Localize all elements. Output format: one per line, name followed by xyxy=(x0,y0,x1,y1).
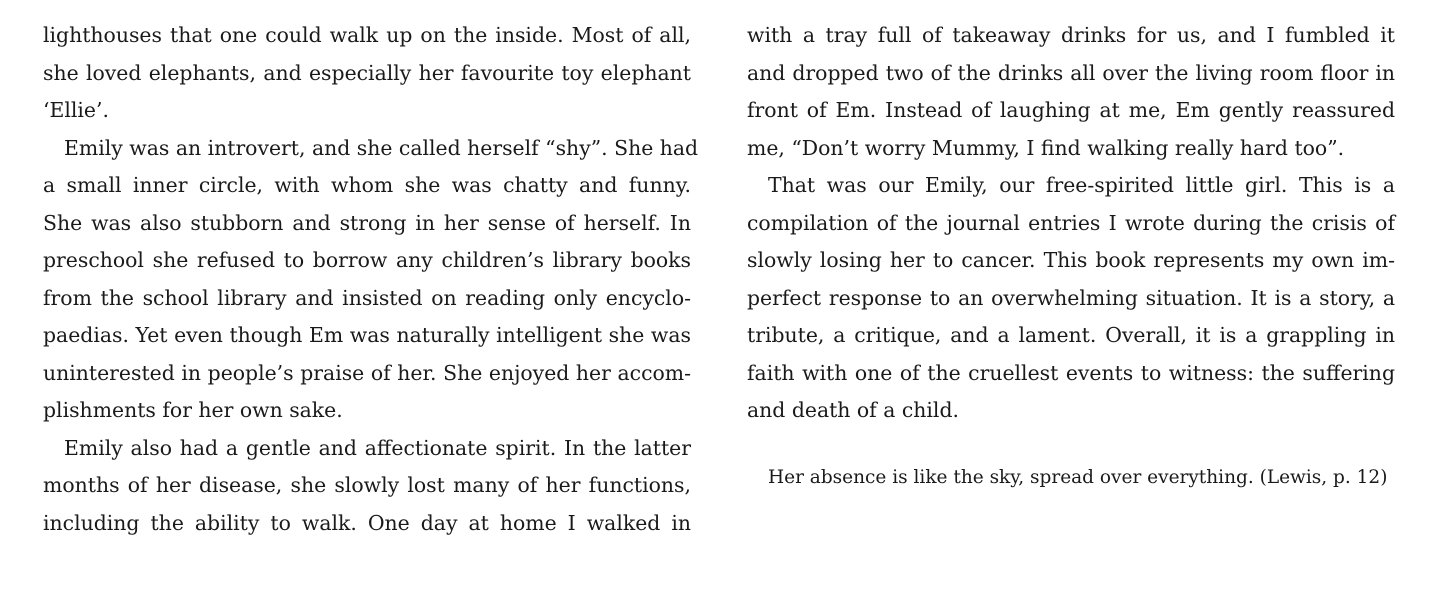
right-text-column xyxy=(747,17,1395,430)
text-line: plishments for her own sake. xyxy=(43,398,343,422)
text-line: with a tray full of takeaway drinks for us, and I fumbled it xyxy=(747,23,1395,47)
text-line: That was our Emily, our free-spirited little girl. This is a xyxy=(768,173,1395,197)
text-line: uninterested in people’s praise of her. She enjoyed her accom- xyxy=(43,360,691,385)
text-line: Emily was an introvert, and she called herself “shy”. She had xyxy=(64,135,699,160)
text-line: front of Em. Instead of laughing at me, Em gently reassured xyxy=(747,98,1395,122)
text-line: She was also stubborn and strong in her sense of herself. In xyxy=(43,210,691,235)
text-line: tribute, a critique, and a lament. Overall, it is a grappling in xyxy=(747,323,1395,347)
text-line: including the ability to walk. One day at home I walked in xyxy=(43,510,691,535)
text-line: and death of a child. xyxy=(747,398,959,422)
text-line: paedias. Yet even though Em was naturally intelligent she was xyxy=(43,323,691,347)
text-line: from the school library and insisted on reading only encyclo- xyxy=(43,285,691,310)
text-line: slowly losing her to cancer. This book represents my own im- xyxy=(747,248,1395,272)
text-line: and dropped two of the drinks all over the living room floor in xyxy=(747,60,1395,85)
text-line: Emily also had a gentle and affectionate spirit. In the latter xyxy=(64,435,691,460)
text-line: she loved elephants, and especially her favourite toy elephant xyxy=(43,60,691,85)
text-line: lighthouses that one could walk up on the inside. Most of all, xyxy=(43,23,691,47)
text-line: perfect response to an overwhelming situation. It is a story, a xyxy=(747,285,1395,310)
text-line: months of her disease, she slowly lost many of her functions, xyxy=(43,473,691,497)
text-line: faith with one of the cruellest events to witness: the suffering xyxy=(747,360,1395,385)
epigraph-quote: Her absence is like the sky, spread over everything. (Lewis, p. 12) xyxy=(768,467,1388,488)
text-line: me, “Don’t worry Mummy, I find walking really hard too”. xyxy=(747,135,1345,160)
text-line: a small inner circle, with whom she was chatty and funny. xyxy=(43,173,691,197)
left-text-column xyxy=(43,17,699,542)
text-line: compilation of the journal entries I wrote during the crisis of xyxy=(747,210,1395,235)
text-line: preschool she refused to borrow any children’s library books xyxy=(43,248,691,272)
text-line: ‘Ellie’. xyxy=(43,98,109,122)
